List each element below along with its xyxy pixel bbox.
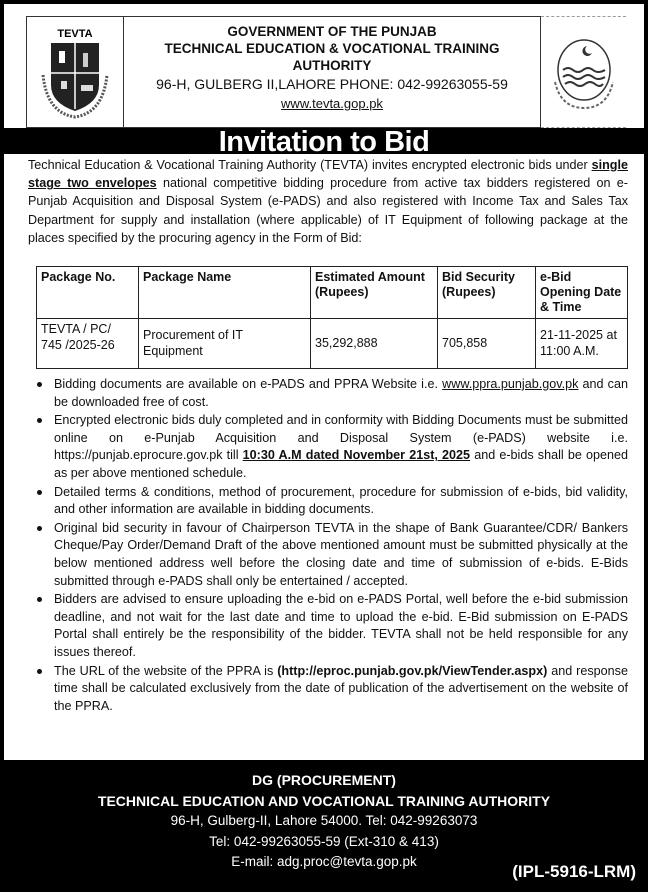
footer-address: 96-H, Gulberg-II, Lahore 54000. Tel: 042-99263073 <box>170 813 478 828</box>
footer-title: DG (PROCUREMENT) <box>252 772 396 788</box>
tevta-logo <box>26 16 123 128</box>
footer <box>0 760 648 892</box>
ppra-link[interactable]: www.ppra.punjab.gov.pk <box>442 377 579 391</box>
header-address: 96-H, GULBERG II,LAHORE PHONE: 042-99263055-59 <box>156 76 508 92</box>
list-item: Encrypted electronic bids duly completed and in conformity with Bidding Documents must be submitted online on e-Punjab Acquisition and Disposal System (e-PADS) website i.e. https://punjab.eprocure.gov.pk till 10:30 A.M dated November 21st, 2025 and e-bids shall be opened as per above mentioned schedule. <box>30 412 628 482</box>
deadline: 10:30 A.M dated November 21st, 2025 <box>242 448 471 463</box>
svg-text:TEVTA: TEVTA <box>57 27 93 40</box>
footer-email[interactable]: E-mail: adg.proc@tevta.gop.pk <box>231 854 417 869</box>
terms-list <box>30 376 628 716</box>
list-item: Bidders are advised to ensure uploading the e-bid on e-PADS Portal, well before the e-bid submission deadline, and not wait for the last date and time to upload the e-bid. E-Bid submission on E-PADS Portal shall entirely be the responsibility of the bidder. TEVTA shall not be held responsible for any issues thereof. <box>30 591 628 661</box>
col-header: Package Name <box>139 267 311 319</box>
punjab-seal-icon <box>541 16 626 128</box>
header-line: TECHNICAL EDUCATION & VOCATIONAL TRAINING <box>164 41 500 56</box>
list-item: Original bid security in favour of Chairperson TEVTA in the shape of Bank Guarantee/CDR/ Bankers Cheque/Pay Order/Demand Draft of the above mentioned amount must be submitted physically at the below mentioned address well before the closing date and time of submission of e-bids. E-Bids submitted through e-PADS shall only be entertained / accepted. <box>30 520 628 590</box>
header <box>26 16 626 128</box>
page-title: Invitation to Bid <box>4 128 644 154</box>
col-header: Estimated Amount (Rupees) <box>311 267 438 319</box>
intro-bold: single stage two envelopes <box>28 158 628 191</box>
col-header: Bid Security (Rupees) <box>438 267 536 319</box>
col-header: Package No. <box>37 267 139 319</box>
intro-text: national competitive bidding procedure from active tax bidders registered on e-Punjab Acquisition and Disposal System (e-PADS) and also registered with Income Tax and Sales Tax Department for supply and installation (where applicable) of IT Equipment of following package at the places specified by the procuring agency in the Form of Bid: <box>28 176 628 245</box>
intro-text: Technical Education & Vocational Training Authority (TEVTA) invites encrypted electronic bids under <box>28 158 592 172</box>
opening-date: 21-11-2025 at 11:00 A.M. <box>536 319 628 369</box>
table-header-row <box>37 267 628 319</box>
header-line: AUTHORITY <box>292 58 372 73</box>
website-link[interactable]: www.tevta.gop.pk <box>281 96 383 111</box>
col-header: e-Bid Opening Date & Time <box>536 267 628 319</box>
footer-phone: Tel: 042-99263055-59 (Ext-310 & 413) <box>209 833 439 849</box>
list-item: Detailed terms & conditions, method of procurement, procedure for submission of e-bids, bid validity, and other information are available in bidding documents. <box>30 484 628 519</box>
list-item: Bidding documents are available on e-PADS and PPRA Website i.e. www.ppra.punjab.gov.pk and can be downloaded free of cost. <box>30 376 628 411</box>
advertisement <box>4 4 644 760</box>
footer-org: TECHNICAL EDUCATION AND VOCATIONAL TRAINING AUTHORITY <box>97 792 551 809</box>
ad-reference: (IPL-5916-LRM) <box>512 861 636 881</box>
list-item: The URL of the website of the PPRA is (http://eproc.punjab.gov.pk/ViewTender.aspx) and response time shall be calculated exclusively from the date of publication of the advertisement on the website of the PPRA. <box>30 663 628 716</box>
header-text <box>123 16 541 128</box>
package-name: Procurement of IT Equipment <box>139 319 311 369</box>
ppra-url[interactable]: (http://eproc.punjab.gov.pk/ViewTender.aspx) <box>277 663 548 678</box>
bid-security: 705,858 <box>438 319 536 369</box>
package-table <box>36 266 628 369</box>
header-line: GOVERNMENT OF THE PUNJAB <box>227 24 437 39</box>
intro-paragraph <box>28 156 628 247</box>
estimated-amount: 35,292,888 <box>311 319 438 369</box>
package-no: TEVTA / PC/ 745 /2025-26 <box>37 319 139 369</box>
table-row <box>37 319 628 369</box>
